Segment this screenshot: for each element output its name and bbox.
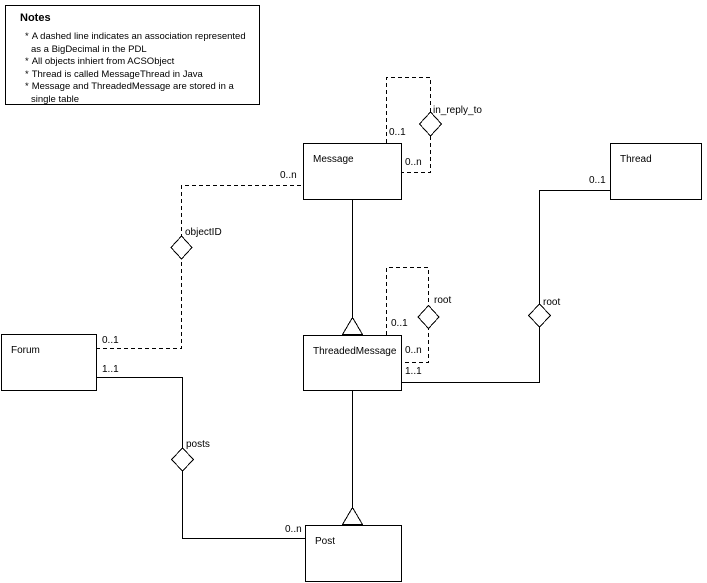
multiplicity-root-self-source: 0..1 <box>391 318 408 329</box>
class-box-message <box>303 143 402 200</box>
class-name: Message <box>313 154 354 165</box>
multiplicity-root-thread-thread: 0..1 <box>589 175 606 186</box>
posts-diamond-icon <box>172 448 194 471</box>
bullet-icon: * <box>25 68 29 80</box>
class-name: Post <box>315 536 336 547</box>
generalization-triangle-threadedmessage-icon <box>343 318 363 335</box>
note-item <box>20 56 251 69</box>
root-thread-connector <box>402 191 610 383</box>
multiplicity-in-reply-to-source: 0..1 <box>389 127 406 138</box>
notes-list <box>20 31 251 106</box>
multiplicity-posts-forum: 1..1 <box>102 364 119 375</box>
multiplicity-posts-post: 0..n <box>285 524 302 535</box>
class-name: Forum <box>11 345 40 356</box>
root-self-diamond-icon <box>418 306 439 329</box>
association-label-posts: posts <box>186 439 210 450</box>
note-text: A dashed line indicates an association represented as a BigDecimal in the PDL <box>31 31 246 55</box>
association-label-in-reply-to: in_reply_to <box>433 105 482 116</box>
generalization-triangle-post-icon <box>343 508 363 525</box>
association-label-root-self: root <box>434 295 452 306</box>
bullet-icon: * <box>25 56 29 67</box>
note-item <box>20 69 251 82</box>
multiplicity-object-id-forum: 0..1 <box>102 335 119 346</box>
note-item <box>20 81 251 106</box>
class-box-post <box>305 525 402 582</box>
multiplicity-root-self-target: 0..n <box>405 345 422 356</box>
object-id-diamond-icon <box>171 236 192 259</box>
multiplicity-in-reply-to-target: 0..n <box>405 157 422 168</box>
note-text: Thread is called MessageThread in Java <box>31 68 203 80</box>
association-label-object-id: objectID <box>185 227 222 238</box>
association-label-root-thread: root <box>543 297 561 308</box>
note-text: Message and ThreadedMessage are stored in a single table <box>31 81 234 105</box>
class-name: Thread <box>620 154 652 165</box>
notes-title: Notes <box>20 12 51 24</box>
class-box-forum <box>1 334 97 391</box>
object-id-connector <box>96 186 303 349</box>
multiplicity-root-thread-tm: 1..1 <box>405 366 422 377</box>
class-box-threadedmessage <box>303 335 402 391</box>
bullet-icon: * <box>25 31 29 42</box>
posts-connector <box>96 378 305 539</box>
note-text: All objects inhiert from ACSObject <box>31 56 175 67</box>
multiplicity-object-id-message: 0..n <box>280 170 297 181</box>
notes-box <box>5 5 260 105</box>
note-item <box>20 31 251 56</box>
class-box-thread <box>610 143 702 200</box>
bullet-icon: * <box>25 81 29 92</box>
class-name: ThreadedMessage <box>313 346 397 357</box>
